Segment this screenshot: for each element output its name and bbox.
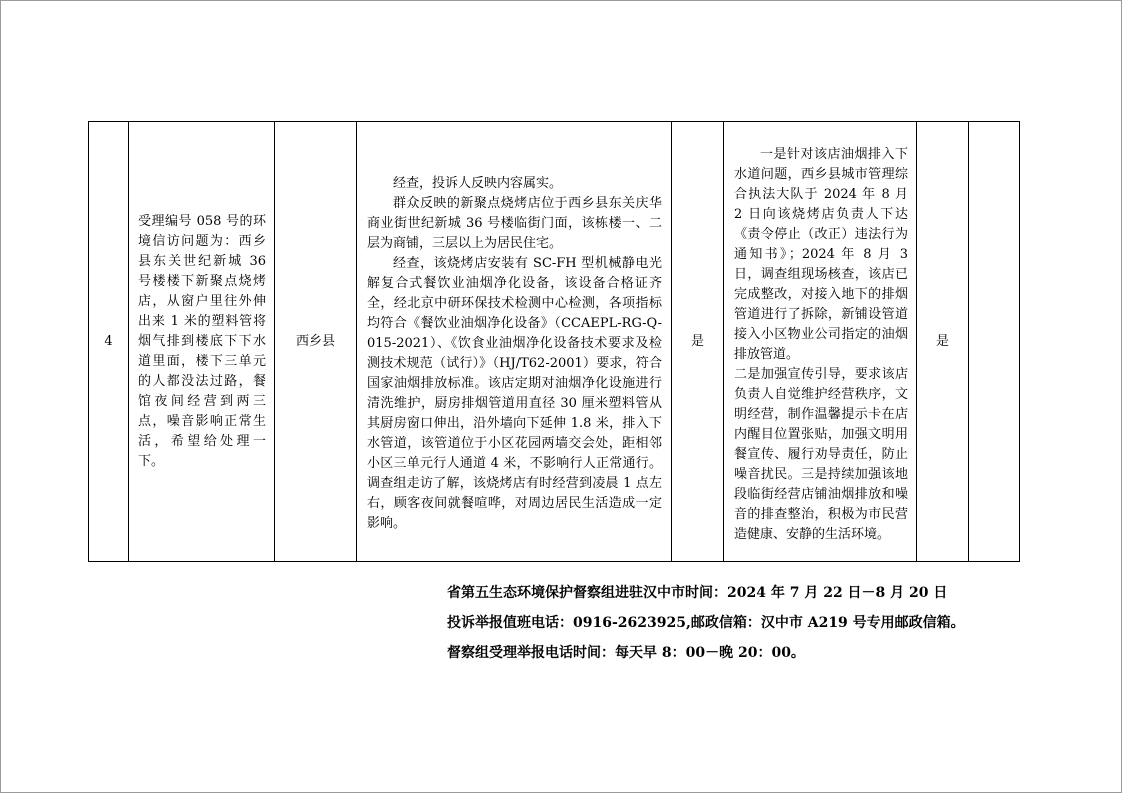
- finding-paragraph: 经查，该烧烤店安装有 SC-FH 型机械静电光解复合式餐饮业油烟净化设备，该设备合格证齐全，经北京中研环保技术检测中心检测，各项指标均符合《餐饮业油烟净化设备》（CCAEPL-RG-Q-015-2021）、《饮食业油烟净化设备技术要求及检测技术规范（试行）》（HJ/T62-2001）要求，符合国家油烟排放标准。该店定期对油烟净化设施进行清洗维护，厨房排烟管道用直径 30 厘米塑料管从其厨房窗口伸出，沿外墙向下延伸 1.8 米，排入下水管道，该管道位于小区花园两墙交会处，距相邻小区三单元行人通道 4 米，不影响行人正常通行。调查组走访了解，该烧烤店有时经营到凌晨 1 点左右，顾客夜间就餐喧哗，对周边居民生活造成一定影响。: [367, 255, 662, 531]
- extra-cell: [969, 122, 1020, 562]
- row-index: 4: [89, 122, 129, 562]
- resolved-cell: 是: [917, 122, 969, 562]
- finding-paragraph: 经查，投诉人反映内容属实。: [393, 175, 563, 191]
- footer-notice: [447, 578, 1107, 668]
- verified-cell: 是: [672, 122, 724, 562]
- finding-paragraph: 群众反映的新聚点烧烤店位于西乡县东关庆华商业街世纪新城 36 号楼临街门面，该栋楼一、二层为商铺，三层以上为居民住宅。: [367, 195, 662, 251]
- measures-cell: [724, 122, 917, 562]
- measure-paragraph: 二是加强宣传引导，要求该店负责人自觉维护经营秩序，文明经营，制作温馨提示卡在店内醒目位置张贴，加强文明用餐宣传、履行劝导责任，防止噪音扰民。三是持续加强该地段临街经营店铺油烟排放和噪音的排查整治，积极为市民营造健康、安静的生活环境。: [734, 366, 908, 542]
- inspection-period: 省第五生态环境保护督察组进驻汉中市时间：2024 年 7 月 22 日－8 月 20 日: [447, 585, 948, 601]
- table-row: [89, 122, 1020, 562]
- issue-cell: [129, 122, 275, 562]
- issue-text: 受理编号 058 号的环境信访问题为：西乡县东关世纪新城 36 号楼楼下新聚点烧烤店，从窗户里往外伸出来 1 米的塑料管将烟气排到楼底下下水道里面，楼下三单元的人都没法过路，餐馆夜间经营到两三点，噪音影响正常生活，希望给处理一下。: [138, 213, 266, 469]
- measure-paragraph: 一是针对该店油烟排入下水道问题，西乡县城市管理综合执法大队于 2024 年 8 月 2 日向该烧烤店负责人下达《责令停止（改正）违法行为通知书》；2024 年 8 月 3 日，调查组现场核查，该店已完成整改，对接入地下的排烟管道进行了拆除，新铺设管道接入小区物业公司指定的油烟排放管道。: [734, 146, 908, 362]
- hotline-hours: 督察组受理举报电话时间：每天早 8：00－晚 20：00。: [447, 645, 805, 661]
- hotline-mailbox: 投诉举报值班电话：0916-2623925,邮政信箱：汉中市 A219 号专用邮政信箱。: [447, 615, 965, 631]
- findings-cell: [357, 122, 672, 562]
- complaint-table: [88, 121, 1020, 562]
- county-cell: 西乡县: [275, 122, 357, 562]
